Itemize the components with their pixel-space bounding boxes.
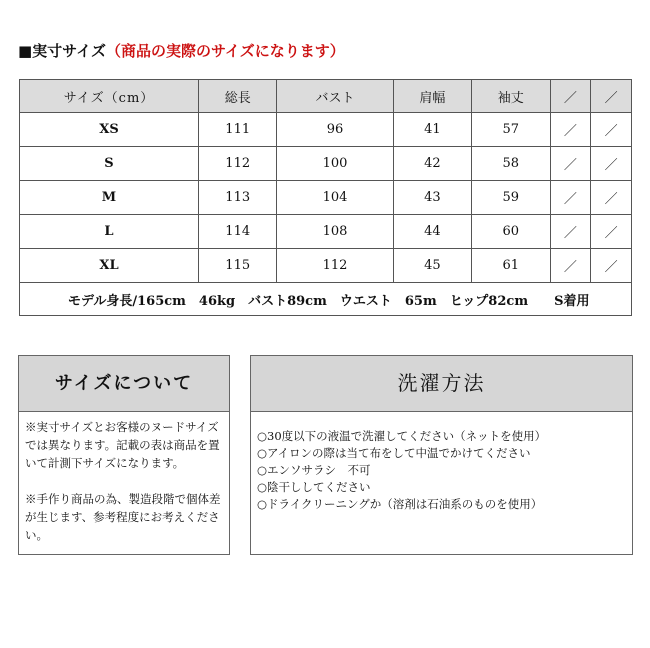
cell: 57 xyxy=(472,113,550,147)
wash-item: ○ドライクリーニングか（溶剤は石油系のものを使用） xyxy=(257,497,543,511)
header-bust: バスト xyxy=(277,80,393,113)
size-info-box xyxy=(18,355,230,555)
title-highlight: （商品の実際のサイズになります） xyxy=(105,42,345,60)
wash-item: ○陰干ししてください xyxy=(257,480,371,494)
table-row xyxy=(20,113,632,147)
table-row xyxy=(20,249,632,283)
cell: S xyxy=(20,147,199,181)
header-sleeve: 袖丈 xyxy=(472,80,550,113)
cell: XL xyxy=(20,249,199,283)
cell: XS xyxy=(20,113,199,147)
header-size: サイズ（cm） xyxy=(20,80,199,113)
wash-info-body xyxy=(251,412,632,529)
cell: 113 xyxy=(199,181,277,215)
cell: 61 xyxy=(472,249,550,283)
cell: 42 xyxy=(393,147,471,181)
cell: 112 xyxy=(199,147,277,181)
cell: 108 xyxy=(277,215,393,249)
cell: ／ xyxy=(591,147,632,181)
cell: 112 xyxy=(277,249,393,283)
cell: ／ xyxy=(591,249,632,283)
wash-item: ○30度以下の液温で洗濯してください（ネットを使用） xyxy=(257,429,547,443)
table-row xyxy=(20,181,632,215)
cell: ／ xyxy=(591,181,632,215)
cell: 111 xyxy=(199,113,277,147)
cell: 45 xyxy=(393,249,471,283)
cell: 100 xyxy=(277,147,393,181)
cell: L xyxy=(20,215,199,249)
header-shoulder: 肩幅 xyxy=(393,80,471,113)
size-info-para: ※手作り商品の為、製造段階で個体差が生じます、参考程度にお考えください。 xyxy=(25,492,221,542)
cell: 96 xyxy=(277,113,393,147)
header-blank: ／ xyxy=(550,80,591,113)
wash-info-box xyxy=(250,355,633,555)
cell: 115 xyxy=(199,249,277,283)
cell: 58 xyxy=(472,147,550,181)
wash-info-heading: 洗濯方法 xyxy=(251,356,632,412)
size-info-heading: サイズについて xyxy=(19,356,229,412)
cell: ／ xyxy=(550,113,591,147)
cell: 43 xyxy=(393,181,471,215)
cell: 104 xyxy=(277,181,393,215)
model-note: モデル身長/165cm 46kg バスト89cm ウエスト 65m ヒップ82cm S着用 xyxy=(20,283,632,316)
cell: M xyxy=(20,181,199,215)
size-info-para: ※実寸サイズとお客様のヌードサイズでは異なります。記載の表は商品を置いて計測下サイズになります。 xyxy=(25,420,220,470)
header-length: 総長 xyxy=(199,80,277,113)
table-row xyxy=(20,147,632,181)
cell: ／ xyxy=(550,181,591,215)
cell: 59 xyxy=(472,181,550,215)
header-blank: ／ xyxy=(591,80,632,113)
title-prefix: ■実寸サイズ xyxy=(18,42,106,60)
page-title xyxy=(18,40,345,61)
table-row xyxy=(20,215,632,249)
size-info-body xyxy=(19,412,229,550)
cell: 41 xyxy=(393,113,471,147)
cell: 60 xyxy=(472,215,550,249)
cell: 114 xyxy=(199,215,277,249)
cell: ／ xyxy=(550,215,591,249)
cell: ／ xyxy=(550,249,591,283)
table-header-row xyxy=(20,80,632,113)
cell: ／ xyxy=(550,147,591,181)
cell: ／ xyxy=(591,215,632,249)
model-note-row xyxy=(20,283,632,316)
cell: ／ xyxy=(591,113,632,147)
wash-item: ○エンソサラシ 不可 xyxy=(257,463,371,477)
wash-item: ○アイロンの際は当て布をして中温でかけてください xyxy=(257,446,531,460)
size-table xyxy=(19,79,632,316)
cell: 44 xyxy=(393,215,471,249)
